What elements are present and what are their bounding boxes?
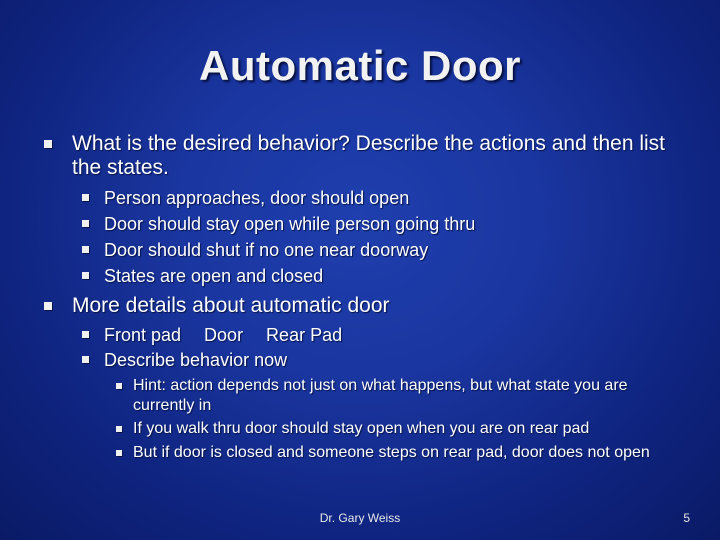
sub-bullet-text: Person approaches, door should open <box>104 188 410 208</box>
sub-sub-bullet-text: If you walk thru door should stay open when you are on rear pad <box>133 420 590 437</box>
square-bullet-icon <box>44 140 52 148</box>
page-number: 5 <box>683 511 690 525</box>
sub-bullet-item <box>82 322 682 348</box>
sub-bullet-text: Door should shut if no one near doorway <box>104 240 429 260</box>
sub-bullet-item <box>82 263 682 289</box>
sub-sub-bullet-item <box>116 376 676 416</box>
sub-sub-bullet-text: But if door is closed and someone steps on rear pad, door does not open <box>133 444 650 461</box>
sub-bullet-item <box>82 211 682 237</box>
square-bullet-icon <box>82 331 89 338</box>
sub-sub-bullet-text: Hint: action depends not just on what happens, but what state you are currently in <box>133 377 628 414</box>
sub-bullet-text: States are open and closed <box>104 266 324 286</box>
bullet-item <box>44 294 674 318</box>
sub-sub-bullet-item <box>116 419 676 439</box>
square-bullet-icon <box>82 194 89 201</box>
bullet-text: More details about automatic door <box>72 294 390 317</box>
sub-sub-bullet-item <box>116 443 676 463</box>
square-bullet-icon <box>82 246 89 253</box>
sub-bullet-item <box>82 347 682 373</box>
sub-bullet-item <box>82 237 682 263</box>
bullet-text: What is the desired behavior? Describe the actions and then list the states. <box>72 132 665 179</box>
sub-bullet-item <box>82 185 682 211</box>
sub-bullet-text: Door should stay open while person going thru <box>104 214 476 234</box>
square-bullet-icon <box>82 272 89 279</box>
slide-title: Automatic Door <box>199 42 521 89</box>
bullet-item <box>44 132 674 180</box>
square-bullet-icon <box>82 356 89 363</box>
square-bullet-icon <box>82 220 89 227</box>
sub-bullet-text: Describe behavior now <box>104 350 288 370</box>
square-bullet-icon <box>116 383 122 389</box>
sub-bullet-text: Front pad Door Rear Pad <box>104 325 343 345</box>
square-bullet-icon <box>116 450 122 456</box>
square-bullet-icon <box>116 426 122 432</box>
square-bullet-icon <box>44 302 52 310</box>
footer-author: Dr. Gary Weiss <box>319 511 401 525</box>
